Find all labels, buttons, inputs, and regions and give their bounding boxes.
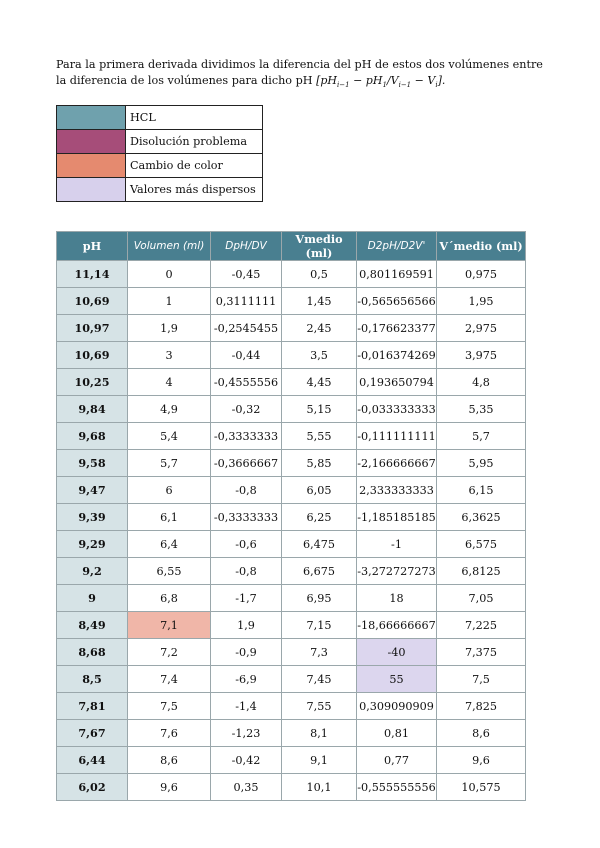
table-cell: 1,95 xyxy=(437,288,526,315)
table-cell: 9,1 xyxy=(282,747,357,774)
table-cell: 6,95 xyxy=(282,585,357,612)
table-cell: 0,5 xyxy=(282,261,357,288)
table-cell: -1,4 xyxy=(211,693,282,720)
table-cell: 55 xyxy=(357,666,437,693)
table-cell: 1,9 xyxy=(211,612,282,639)
table-cell: -0,8 xyxy=(211,477,282,504)
table-cell: -0,3666667 xyxy=(211,450,282,477)
table-cell: 3 xyxy=(128,342,211,369)
ph-cell: 6,02 xyxy=(57,774,128,801)
table-row xyxy=(57,396,526,423)
table-cell: 5,85 xyxy=(282,450,357,477)
ph-cell: 9,29 xyxy=(57,531,128,558)
table-cell: 7,05 xyxy=(437,585,526,612)
ph-cell: 8,5 xyxy=(57,666,128,693)
ph-cell: 9,2 xyxy=(57,558,128,585)
table-row xyxy=(57,477,526,504)
legend-label: Cambio de color xyxy=(126,154,263,178)
table-cell: -0,4555556 xyxy=(211,369,282,396)
table-cell: 1,9 xyxy=(128,315,211,342)
table-cell: 6,25 xyxy=(282,504,357,531)
table-cell: 0,309090909 xyxy=(357,693,437,720)
table-cell: 6 xyxy=(128,477,211,504)
table-cell: 0,81 xyxy=(357,720,437,747)
table-row xyxy=(57,558,526,585)
table-cell: -2,166666667 xyxy=(357,450,437,477)
table-cell: 3,975 xyxy=(437,342,526,369)
table-row xyxy=(57,666,526,693)
ph-cell: 9 xyxy=(57,585,128,612)
table-row xyxy=(57,747,526,774)
table-row xyxy=(57,585,526,612)
table-cell: 18 xyxy=(357,585,437,612)
table-cell: 0,3111111 xyxy=(211,288,282,315)
column-header: Vmedio (ml) xyxy=(282,232,357,261)
ph-cell: 6,44 xyxy=(57,747,128,774)
table-cell: -0,3333333 xyxy=(211,504,282,531)
legend-label: HCL xyxy=(126,106,263,130)
table-cell: 6,1 xyxy=(128,504,211,531)
table-row xyxy=(57,288,526,315)
table-row xyxy=(57,612,526,639)
titration-table xyxy=(56,231,526,801)
ph-cell: 9,47 xyxy=(57,477,128,504)
table-cell: 7,4 xyxy=(128,666,211,693)
color-legend xyxy=(56,105,263,202)
table-cell: 7,5 xyxy=(437,666,526,693)
table-cell: -0,565656566 xyxy=(357,288,437,315)
table-cell: 2,975 xyxy=(437,315,526,342)
ph-cell: 10,69 xyxy=(57,288,128,315)
ph-cell: 9,84 xyxy=(57,396,128,423)
table-cell: 7,6 xyxy=(128,720,211,747)
table-cell: 10,575 xyxy=(437,774,526,801)
legend-label: Disolución problema xyxy=(126,130,263,154)
table-cell: -0,44 xyxy=(211,342,282,369)
table-header-row xyxy=(57,232,526,261)
table-cell: 5,95 xyxy=(437,450,526,477)
table-cell: 5,15 xyxy=(282,396,357,423)
table-row xyxy=(57,423,526,450)
ph-cell: 7,67 xyxy=(57,720,128,747)
legend-row xyxy=(57,154,263,178)
table-cell: 6,55 xyxy=(128,558,211,585)
table-cell: 4,9 xyxy=(128,396,211,423)
legend-row xyxy=(57,178,263,202)
table-cell: 1 xyxy=(128,288,211,315)
table-cell: -0,033333333 xyxy=(357,396,437,423)
intro-paragraph xyxy=(56,57,546,93)
table-cell: 7,225 xyxy=(437,612,526,639)
table-row xyxy=(57,531,526,558)
intro-text: Para la primera derivada dividimos la diferencia del pH de estos dos volúmenes entre la diferencia de los volúmenes para dicho pH xyxy=(56,58,543,87)
table-cell: 3,5 xyxy=(282,342,357,369)
table-cell: 7,825 xyxy=(437,693,526,720)
table-row xyxy=(57,261,526,288)
table-cell: 4 xyxy=(128,369,211,396)
table-row xyxy=(57,720,526,747)
table-cell: 0,35 xyxy=(211,774,282,801)
legend-swatch xyxy=(57,130,126,154)
ph-cell: 11,14 xyxy=(57,261,128,288)
table-cell: -0,3333333 xyxy=(211,423,282,450)
legend-row xyxy=(57,106,263,130)
derivative-formula: $[pH_{i-1} - pH_1/V_{i-1} - V_i]$. xyxy=(316,74,446,90)
table-cell: 7,375 xyxy=(437,639,526,666)
table-cell: 5,4 xyxy=(128,423,211,450)
table-row xyxy=(57,450,526,477)
table-cell: -1,7 xyxy=(211,585,282,612)
table-cell: 6,15 xyxy=(437,477,526,504)
table-cell: 7,55 xyxy=(282,693,357,720)
table-cell: -0,8 xyxy=(211,558,282,585)
column-header: V´medio (ml) xyxy=(437,232,526,261)
table-cell: -1 xyxy=(357,531,437,558)
table-cell: -0,42 xyxy=(211,747,282,774)
table-cell: 0,77 xyxy=(357,747,437,774)
table-cell: 7,2 xyxy=(128,639,211,666)
table-cell: 6,675 xyxy=(282,558,357,585)
table-cell: 6,8 xyxy=(128,585,211,612)
legend-swatch xyxy=(57,178,126,202)
table-row xyxy=(57,504,526,531)
column-header: DpH/DV xyxy=(211,232,282,261)
table-cell: -0,555555556 xyxy=(357,774,437,801)
ph-cell: 10,69 xyxy=(57,342,128,369)
column-header: Volumen (ml) xyxy=(128,232,211,261)
table-cell: 5,35 xyxy=(437,396,526,423)
table-cell: 10,1 xyxy=(282,774,357,801)
table-cell: -6,9 xyxy=(211,666,282,693)
table-cell: -3,272727273 xyxy=(357,558,437,585)
table-cell: 1,45 xyxy=(282,288,357,315)
table-cell: 6,575 xyxy=(437,531,526,558)
ph-cell: 9,39 xyxy=(57,504,128,531)
table-cell: 7,5 xyxy=(128,693,211,720)
table-cell: -1,185185185 xyxy=(357,504,437,531)
table-cell: 0 xyxy=(128,261,211,288)
ph-cell: 8,49 xyxy=(57,612,128,639)
table-cell: -40 xyxy=(357,639,437,666)
table-cell: 2,333333333 xyxy=(357,477,437,504)
table-cell: -1,23 xyxy=(211,720,282,747)
table-row xyxy=(57,639,526,666)
table-cell: 6,05 xyxy=(282,477,357,504)
ph-cell: 10,97 xyxy=(57,315,128,342)
table-row xyxy=(57,342,526,369)
table-cell: 0,801169591 xyxy=(357,261,437,288)
table-cell: -0,45 xyxy=(211,261,282,288)
table-cell: -18,66666667 xyxy=(357,612,437,639)
table-cell: 8,6 xyxy=(128,747,211,774)
legend-row xyxy=(57,130,263,154)
ph-cell: 9,68 xyxy=(57,423,128,450)
table-cell: 7,3 xyxy=(282,639,357,666)
table-cell: -0,9 xyxy=(211,639,282,666)
ph-cell: 9,58 xyxy=(57,450,128,477)
table-cell: -0,111111111 xyxy=(357,423,437,450)
table-row xyxy=(57,693,526,720)
column-header: pH xyxy=(57,232,128,261)
table-cell: 4,8 xyxy=(437,369,526,396)
table-cell: -0,016374269 xyxy=(357,342,437,369)
ph-cell: 7,81 xyxy=(57,693,128,720)
table-cell: -0,2545455 xyxy=(211,315,282,342)
table-cell: 9,6 xyxy=(128,774,211,801)
table-row xyxy=(57,315,526,342)
table-cell: 2,45 xyxy=(282,315,357,342)
table-cell: 7,1 xyxy=(128,612,211,639)
legend-swatch xyxy=(57,106,126,130)
table-cell: 6,475 xyxy=(282,531,357,558)
table-cell: 8,1 xyxy=(282,720,357,747)
table-row xyxy=(57,369,526,396)
table-cell: -0,32 xyxy=(211,396,282,423)
table-cell: -0,6 xyxy=(211,531,282,558)
table-cell: 0,975 xyxy=(437,261,526,288)
table-cell: 0,193650794 xyxy=(357,369,437,396)
column-header: D2pH/D2V' xyxy=(357,232,437,261)
table-cell: 6,3625 xyxy=(437,504,526,531)
ph-cell: 8,68 xyxy=(57,639,128,666)
table-cell: 7,15 xyxy=(282,612,357,639)
table-cell: 7,45 xyxy=(282,666,357,693)
table-cell: 9,6 xyxy=(437,747,526,774)
table-cell: 5,7 xyxy=(128,450,211,477)
table-cell: 6,8125 xyxy=(437,558,526,585)
table-cell: -0,176623377 xyxy=(357,315,437,342)
table-cell: 5,55 xyxy=(282,423,357,450)
legend-label: Valores más dispersos xyxy=(126,178,263,202)
table-cell: 5,7 xyxy=(437,423,526,450)
table-cell: 4,45 xyxy=(282,369,357,396)
table-row xyxy=(57,774,526,801)
legend-swatch xyxy=(57,154,126,178)
table-cell: 8,6 xyxy=(437,720,526,747)
ph-cell: 10,25 xyxy=(57,369,128,396)
table-cell: 6,4 xyxy=(128,531,211,558)
